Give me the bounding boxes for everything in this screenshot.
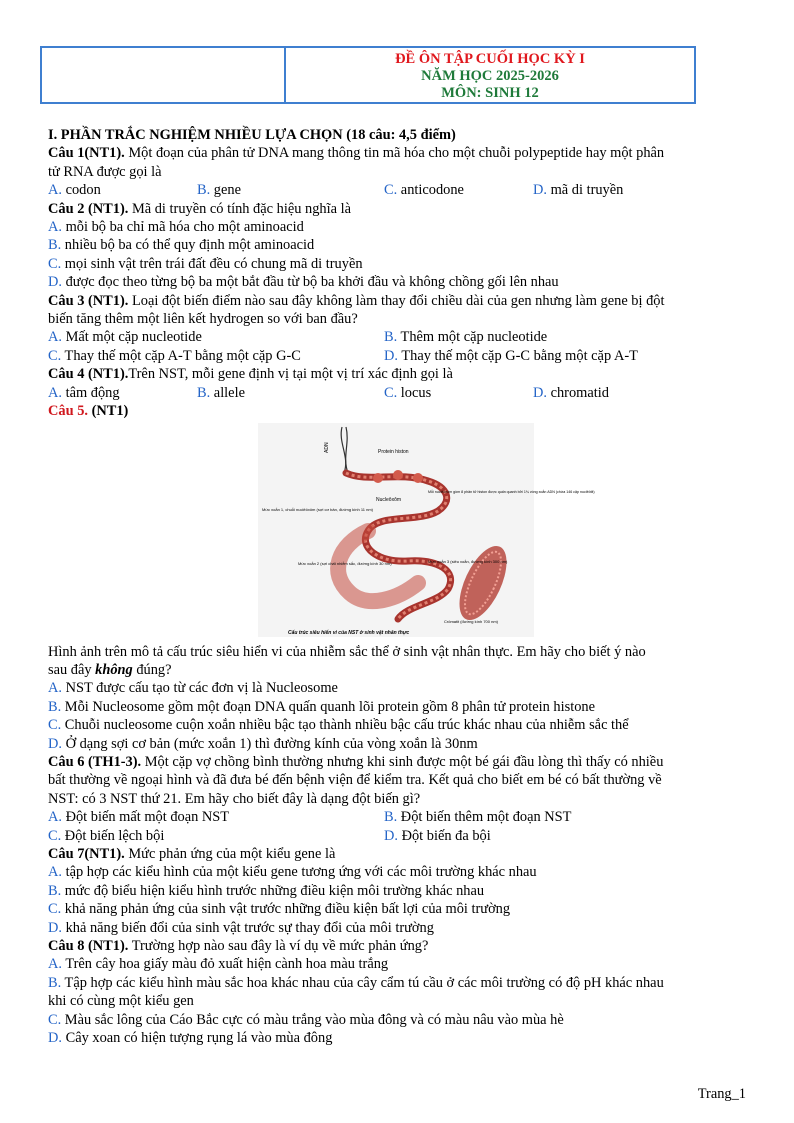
- question-5: [48, 402, 754, 420]
- option-b: B. nhiều bộ ba có thể quy định một aminoacid: [48, 237, 315, 254]
- header-left-cell: [42, 48, 286, 102]
- exam-content: [48, 126, 754, 1047]
- option-a: A. codon: [48, 182, 101, 199]
- option-d: D. mã di truyền: [533, 182, 624, 199]
- question-3: [48, 292, 754, 310]
- figure-caption: Cấu trúc siêu hiển vi của NST ở sinh vật nhân thực: [288, 629, 410, 636]
- question-text: Trường hợp nào sau đây là ví dụ về mức phản ứng?: [128, 938, 429, 954]
- question-text: Trên NST, mỗi gene định vị tại một vị trí xác định gọi là: [128, 366, 453, 383]
- label-fiber3: Mức xoắn 3 (siêu xoắn, đường kính 300 nm): [428, 558, 508, 564]
- question-label: Câu 2 (NT1).: [48, 200, 129, 217]
- question-label: Câu 3 (NT1).: [48, 292, 129, 309]
- header-table: [40, 46, 696, 104]
- options-row: [48, 181, 754, 199]
- option-d: D. Cây xoan có hiện tượng rụng lá vào mùa đông: [48, 1030, 333, 1047]
- question-text-cont: NST: có 3 NST thứ 21. Em hãy cho biết đây là dạng đột biến gì?: [48, 790, 421, 807]
- options-row: [48, 808, 754, 826]
- question-text-cont: sau đây không đúng?: [48, 661, 172, 678]
- option-c: C. Chuỗi nucleosome cuộn xoắn nhiều bậc tạo thành nhiều bậc cấu trúc khác nhau của nhiễm sắc thể: [48, 717, 629, 734]
- option-c: C. Đột biến lệch bội: [48, 827, 165, 844]
- option-b: B. allele: [197, 384, 245, 401]
- question-text-cont: bất thường về ngoại hình và đã đưa bé đến bệnh viện để kiểm tra. Kết quả cho biết em bé có bất thường về: [48, 772, 662, 789]
- question-text-cont: tử RNA được gọi là: [48, 163, 162, 180]
- question-label: Câu 5.: [48, 403, 88, 420]
- question-7: [48, 845, 754, 863]
- options-row: [48, 328, 754, 346]
- chromosome-structure-figure: [258, 423, 595, 637]
- question-label: Câu 4 (NT1).: [48, 366, 129, 383]
- emphasis-not: không: [95, 661, 133, 678]
- page-number: Trang_1: [697, 1086, 746, 1102]
- header-right-cell: [286, 48, 694, 102]
- option-a: A. mỗi bộ ba chỉ mã hóa cho một aminoacid: [48, 219, 304, 236]
- option-c: C. Màu sắc lông của Cáo Bắc cực có màu trắng vào mùa đông và có màu nâu vào mùa hè: [48, 1011, 564, 1028]
- option-d: D. chromatid: [533, 384, 609, 401]
- option-c: C. mọi sinh vật trên trái đất đều có chung mã di truyền: [48, 255, 363, 272]
- question-text: Một đoạn của phân tử DNA mang thông tin mã hóa cho một chuỗi polypeptide hay một phân: [124, 145, 665, 162]
- option-b-cont: khi có cùng một kiểu gen: [48, 993, 194, 1010]
- option-d: D. được đọc theo từng bộ ba một bắt đầu từ bộ ba khởi đầu và không chồng gối lên nhau: [48, 274, 559, 291]
- option-b: B. Thêm một cặp nucleotide: [384, 329, 548, 346]
- question-text: Mức phản ứng của một kiểu gene là: [124, 845, 336, 862]
- question-text-cont: biến tăng thêm một liên kết hydrogen so với ban đầu?: [48, 311, 358, 328]
- option-c: C. locus: [384, 384, 432, 401]
- option-c: C. Thay thế một cặp A-T bằng một cặp G-C: [48, 347, 301, 364]
- label-dna: ADN: [324, 441, 330, 453]
- exam-title: ĐỀ ÔN TẬP CUỐI HỌC KỲ I: [395, 51, 585, 67]
- options-row: [48, 384, 754, 402]
- school-year: NĂM HỌC 2025-2026: [421, 68, 559, 84]
- option-a: A. Mất một cặp nucleotide: [48, 329, 202, 346]
- option-a: A. tâm động: [48, 384, 120, 401]
- option-d: D. khả năng biến đổi của sinh vật trước sự thay đổi của môi trường: [48, 919, 434, 936]
- figure-container: [48, 421, 754, 643]
- question-label: Câu 6 (TH1-3).: [48, 753, 142, 770]
- option-c: C. anticodone: [384, 182, 464, 199]
- label-fiber1: Mức xoắn 1, chuỗi nuclêôxôm (sợi cơ bản, đường kính 11 nm): [262, 506, 373, 512]
- question-2: [48, 200, 754, 218]
- option-a: A. NST được cấu tạo từ các đơn vị là Nucleosome: [48, 680, 338, 697]
- question-text: Loại đột biến điểm nào sau đây không làm thay đổi chiều dài của gen nhưng làm gene bị đột: [128, 292, 665, 309]
- options-row: [48, 827, 754, 845]
- option-a: A. Đột biến mất một đoạn NST: [48, 809, 230, 826]
- section-title: I. PHẦN TRẮC NGHIỆM NHIỀU LỰA CHỌN (18 câu: 4,5 điểm): [48, 127, 456, 143]
- label-core: Mỗi nuclêôxôm gồm 8 phân tử histon được quấn quanh bởi 1¾ vòng xoắn ADN (chứa 146 cặp nuclêôtit): [428, 489, 595, 494]
- label-histone: Protein histon: [378, 448, 409, 455]
- option-b: B. mức độ biểu hiện kiểu hình trước những điều kiện môi trường khác nhau: [48, 882, 485, 899]
- option-d: D. Ở dạng sợi cơ bản (mức xoắn 1) thì đường kính của vòng xoắn là 30nm: [48, 735, 478, 752]
- question-label: Câu 8 (NT1).: [48, 938, 129, 954]
- option-b: B. Mỗi Nucleosome gồm một đoạn DNA quấn quanh lõi protein gồm 8 phân tử protein histone: [48, 698, 595, 715]
- subject: MÔN: SINH 12: [441, 85, 539, 101]
- question-4: [48, 365, 754, 383]
- option-b: B. Tập hợp các kiểu hình màu sắc hoa khác nhau của cây cẩm tú cầu ở các môi trường có độ pH khác nhau: [48, 974, 664, 991]
- question-label: Câu 7(NT1).: [48, 845, 125, 862]
- question-6: [48, 753, 754, 771]
- question-label: Câu 1(NT1).: [48, 145, 125, 162]
- option-a: A. Trên cây hoa giấy màu đỏ xuất hiện cành hoa màu trắng: [48, 956, 389, 973]
- option-c: C. khả năng phản ứng của sinh vật trước những điều kiện bất lợi của môi trường: [48, 901, 511, 918]
- question-1: [48, 144, 754, 162]
- option-d: D. Đột biến đa bội: [384, 827, 491, 844]
- question-text: Một cặp vợ chồng bình thường nhưng khi sinh được một bé gái đầu lòng thì thấy có nhiều: [141, 753, 664, 770]
- label-fiber2: Mức xoắn 2 (sợi chất nhiễm sắc, đường kính 30 nm): [298, 560, 392, 566]
- question-code: (NT1): [87, 403, 129, 420]
- question-text: Hình ảnh trên mô tả cấu trúc siêu hiển vi của nhiễm sắc thể ở sinh vật nhân thực. Em hãy cho biết ý nào: [48, 643, 646, 660]
- label-chromatid: Crômatit (đường kính 700 nm): [444, 618, 498, 624]
- question-8: [48, 937, 754, 955]
- option-a: A. tập hợp các kiểu hình của một kiểu gene tương ứng với các môi trường khác nhau: [48, 864, 537, 881]
- question-text: Mã di truyền có tính đặc hiệu nghĩa là: [128, 200, 351, 217]
- options-row: [48, 347, 754, 365]
- option-d: D. Thay thế một cặp G-C bằng một cặp A-T: [384, 347, 638, 364]
- label-nucleosome: Nucleôxôm: [376, 496, 402, 503]
- option-b: B. gene: [197, 182, 241, 199]
- option-b: B. Đột biến thêm một đoạn NST: [384, 809, 572, 826]
